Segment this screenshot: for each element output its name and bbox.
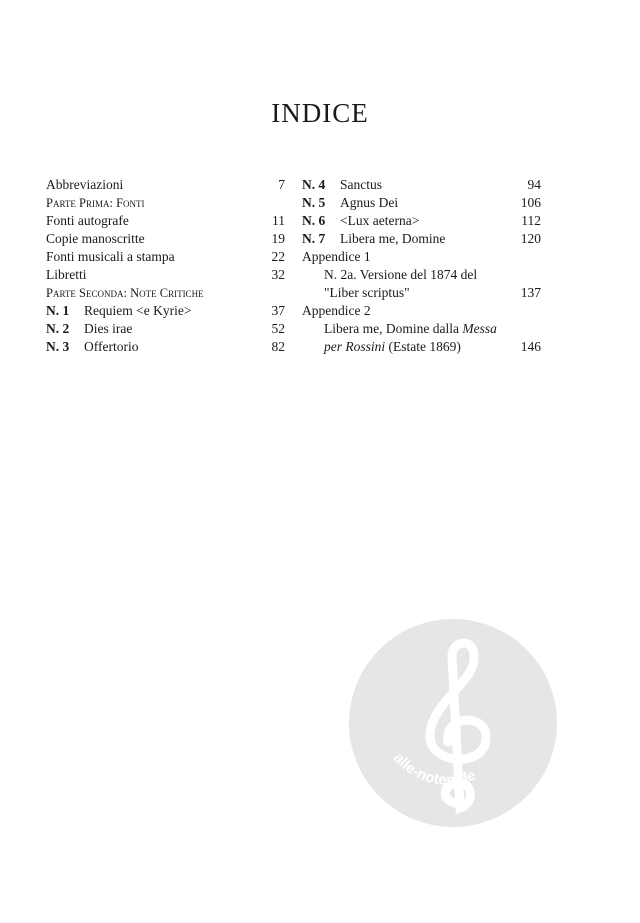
toc-entry-label: N. 2a. Versione del 1874 del xyxy=(324,267,478,282)
toc-entry-number: N. 5 xyxy=(302,195,326,210)
toc-entry-page: 32 xyxy=(271,267,285,282)
toc-entry-label xyxy=(302,320,541,338)
toc-entry-page: 120 xyxy=(520,231,541,246)
toc-entry-n4 xyxy=(302,176,541,194)
toc-entry-label xyxy=(302,338,511,356)
watermark-text: alle-noten.de xyxy=(389,749,478,789)
toc-entry-page: 19 xyxy=(271,231,285,246)
toc-entry-label: Sanctus xyxy=(340,177,382,192)
toc-entry-n6 xyxy=(302,212,541,230)
toc-entry-page: 7 xyxy=(278,177,285,192)
toc-entry-page: 11 xyxy=(272,213,285,228)
toc-entry-n2 xyxy=(46,320,285,338)
toc-entry-libretti xyxy=(46,266,285,284)
section-heading: Parte Seconda: Note Critiche xyxy=(46,286,204,300)
page-title: INDICE xyxy=(271,98,369,128)
toc-entry-fonti-autografe xyxy=(46,212,285,230)
toc-entry-number: N. 2 xyxy=(46,321,70,336)
appendix-heading: Appendice 2 xyxy=(302,303,371,318)
toc-entry-number: N. 4 xyxy=(302,177,326,192)
toc-entry-label: Libretti xyxy=(46,267,87,282)
toc-entry-n7 xyxy=(302,230,541,248)
toc-appendix-2 xyxy=(302,302,541,320)
toc-entry-text: (Estate 1869) xyxy=(385,339,461,354)
toc-entry-label: Copie manoscritte xyxy=(46,231,145,246)
toc-entry-app1-line1 xyxy=(302,266,541,284)
toc-appendix-1 xyxy=(302,248,541,266)
toc-section-parte-seconda xyxy=(46,284,285,302)
toc-right-column xyxy=(302,176,541,356)
toc-entry-label: "Liber scriptus" xyxy=(324,285,410,300)
toc-entry-label: Libera me, Domine xyxy=(340,231,446,246)
toc-entry-n1 xyxy=(46,302,285,320)
toc-entry-text-italic: Messa xyxy=(462,321,497,336)
toc-entry-app2-line1 xyxy=(302,320,541,338)
toc-entry-number: N. 6 xyxy=(302,213,326,228)
toc-entry-label: <Lux aeterna> xyxy=(340,213,420,228)
toc-entry-page: 82 xyxy=(271,339,285,354)
toc-left-column xyxy=(46,176,285,356)
toc-entry-page: 146 xyxy=(520,339,541,354)
toc-entry-copie xyxy=(46,230,285,248)
toc-entry-page: 137 xyxy=(520,285,541,300)
toc-entry-label: Fonti autografe xyxy=(46,213,129,228)
toc-entry-label: Dies irae xyxy=(84,321,133,336)
toc-entry-n5 xyxy=(302,194,541,212)
toc-entry-page: 112 xyxy=(521,213,541,228)
toc-entry-label: Requiem <e Kyrie> xyxy=(84,303,192,318)
toc-entry-label: Offertorio xyxy=(84,339,139,354)
toc-entry-page: 94 xyxy=(527,177,541,192)
toc-entry-fonti-stampa xyxy=(46,248,285,266)
toc-entry-n3 xyxy=(46,338,285,356)
appendix-heading: Appendice 1 xyxy=(302,249,371,264)
toc-entry-page: 106 xyxy=(520,195,541,210)
toc-entry-text: Libera me, Domine dalla xyxy=(324,321,463,336)
toc-entry-page: 37 xyxy=(271,303,285,318)
toc-entry-abbreviazioni xyxy=(46,176,285,194)
toc-entry-label: Abbreviazioni xyxy=(46,177,124,192)
toc-section-parte-prima xyxy=(46,194,285,212)
toc-entry-label: Agnus Dei xyxy=(340,195,399,210)
toc-entry-number: N. 3 xyxy=(46,339,70,354)
toc-entry-label: Fonti musicali a stampa xyxy=(46,249,175,264)
toc-entry-page: 22 xyxy=(271,249,285,264)
toc-entry-app1-line2 xyxy=(302,284,541,302)
section-heading: Parte Prima: Fonti xyxy=(46,196,145,210)
watermark-logo xyxy=(348,618,558,828)
toc-entry-text-italic: per Rossini xyxy=(324,339,386,354)
toc-entry-number: N. 7 xyxy=(302,231,326,246)
toc-entry-app2-line2 xyxy=(302,338,541,356)
toc-entry-number: N. 1 xyxy=(46,303,70,318)
toc-entry-page: 52 xyxy=(271,321,285,336)
